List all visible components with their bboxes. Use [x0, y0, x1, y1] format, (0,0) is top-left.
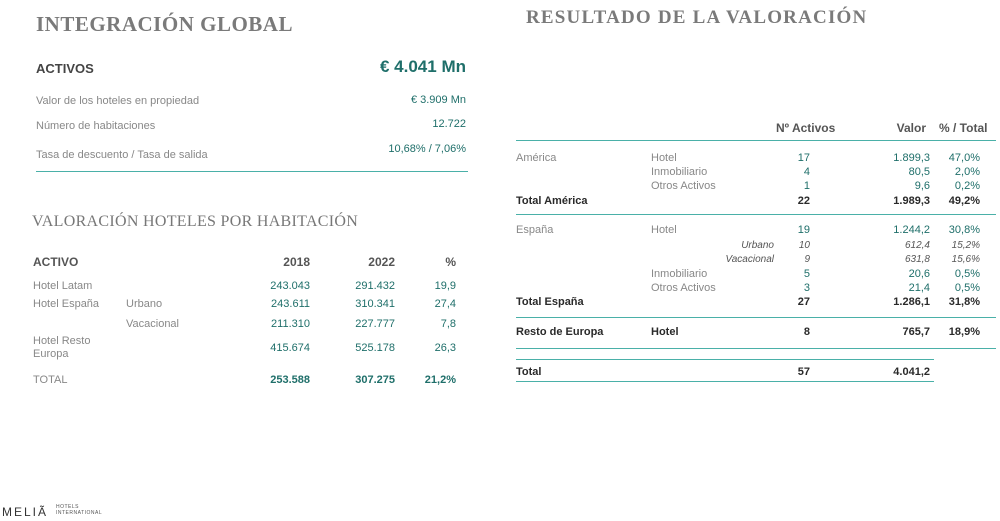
total-america-label: Total América [516, 195, 588, 207]
row-activo: Hotel Latam [33, 280, 93, 292]
row-valor: 1.244,2 [893, 224, 930, 236]
row-pct: 0,2% [954, 180, 980, 192]
row-2022: 525.178 [355, 342, 395, 354]
row-tipo: Otros Activos [651, 180, 716, 192]
row-pct: 27,4 [434, 298, 456, 310]
total-espana-valor: 1.286,1 [893, 296, 930, 308]
header-n-activos: Nº Activos [776, 121, 836, 135]
total-america-pct: 49,2% [948, 195, 980, 207]
region-label: América [516, 152, 557, 164]
total-america-n: 22 [797, 195, 810, 207]
resto-europa-divider [516, 348, 996, 349]
row-valor: 612,4 [904, 240, 930, 251]
total-bottom-divider [516, 381, 934, 382]
valor-hoteles-value: € 3.909 Mn [410, 94, 466, 106]
melia-logo-subtitle [56, 504, 102, 516]
row-2018: 243.611 [271, 298, 310, 310]
row-valor: 80,5 [908, 166, 930, 178]
total-2022: 307.275 [355, 374, 395, 386]
row-2018: 415.674 [270, 342, 310, 354]
resto-europa-pct: 18,9% [948, 326, 980, 338]
row-n: 1 [803, 180, 810, 192]
total-espana-pct: 31,8% [948, 296, 980, 308]
table-header-divider [516, 140, 996, 141]
resto-europa-n: 8 [803, 326, 810, 338]
total-pct: 21,2% [424, 374, 456, 386]
row-pct: 26,3 [434, 342, 456, 354]
row-pct: 19,9 [434, 280, 456, 292]
row-pct: 15,2% [951, 240, 980, 251]
row-activo: Hotel España [33, 298, 100, 310]
integracion-title: INTEGRACIÓN GLOBAL [36, 12, 293, 36]
grand-total-n: 57 [797, 366, 810, 378]
resto-europa-tipo: Hotel [651, 326, 679, 338]
activos-label: ACTIVOS [36, 61, 94, 76]
grand-total-valor: 4.041,2 [893, 366, 930, 378]
row-tipo: Hotel [651, 152, 677, 164]
melia-logo: MELIÃ [2, 505, 49, 519]
resto-europa-valor: 765,7 [902, 326, 930, 338]
row-2022: 227.777 [355, 318, 395, 330]
row-pct: 30,8% [948, 224, 980, 236]
valor-hoteles-label: Valor de los hoteles en propiedad [36, 95, 200, 107]
total-espana-n: 27 [797, 296, 810, 308]
row-pct: 15,6% [951, 254, 980, 265]
row-tipo: Inmobiliario [651, 268, 708, 280]
total-2018: 253.588 [270, 374, 310, 386]
row-n: 3 [803, 282, 810, 294]
row-pct: 2,0% [954, 166, 980, 178]
row-valor: 631,8 [904, 254, 930, 265]
header-2018: 2018 [283, 255, 310, 269]
habitaciones-value: 12.722 [432, 118, 466, 130]
row-sub: Urbano [126, 298, 163, 310]
header-activo: ACTIVO [33, 255, 79, 269]
row-n: 4 [803, 166, 810, 178]
row-2018: 211.310 [271, 318, 310, 330]
row-2022: 291.432 [355, 280, 395, 292]
row-pct: 0,5% [954, 268, 980, 280]
row-tipo-urbano: Urbano [741, 240, 774, 251]
america-divider [516, 214, 996, 215]
total-america-valor: 1.989,3 [893, 195, 930, 207]
integracion-divider [36, 171, 468, 172]
logo-sub-international: INTERNATIONAL [56, 510, 103, 516]
row-n: 19 [797, 224, 810, 236]
espana-divider [516, 317, 996, 318]
row-tipo: Otros Activos [651, 282, 716, 294]
row-n: 10 [798, 240, 810, 251]
row-activo: Hotel Resto Europa [33, 335, 91, 360]
row-2022: 310.341 [355, 298, 395, 310]
resto-europa-label: Resto de Europa [516, 326, 604, 338]
total-top-divider [516, 359, 934, 360]
region-label: España [516, 224, 554, 236]
row-n: 5 [803, 268, 810, 280]
row-tipo-vacacional: Vacacional [725, 254, 774, 265]
tasa-value: 10,68% / 7,06% [388, 143, 466, 155]
logo-sub-hotels: HOTELS [56, 504, 80, 510]
total-espana-label: Total España [516, 296, 584, 308]
header-2022: 2022 [368, 255, 395, 269]
habitaciones-label: Número de habitaciones [36, 120, 156, 132]
row-tipo: Inmobiliario [651, 166, 708, 178]
header-pct-total: % / Total [939, 121, 988, 135]
row-valor: 20,6 [908, 268, 930, 280]
resultado-title: RESULTADO DE LA VALORACIÓN [526, 7, 868, 28]
row-valor: 21,4 [908, 282, 930, 294]
row-sub: Vacacional [126, 318, 179, 330]
row-pct: 0,5% [954, 282, 980, 294]
row-n: 9 [804, 254, 810, 265]
header-pct: % [445, 255, 456, 269]
row-n: 17 [797, 152, 810, 164]
row-tipo: Hotel [651, 224, 677, 236]
row-pct: 47,0% [948, 152, 980, 164]
grand-total-label: Total [516, 366, 542, 378]
row-2018: 243.043 [270, 280, 310, 292]
tasa-label: Tasa de descuento / Tasa de salida [36, 149, 208, 161]
header-valor: Valor [896, 121, 926, 135]
row-pct: 7,8 [440, 318, 456, 330]
valoracion-hoteles-title: VALORACIÓN HOTELES POR HABITACIÓN [32, 213, 359, 230]
row-valor: 9,6 [914, 180, 930, 192]
activos-value: € 4.041 Mn [380, 57, 466, 76]
row-valor: 1.899,3 [893, 152, 930, 164]
total-label: TOTAL [33, 374, 68, 386]
